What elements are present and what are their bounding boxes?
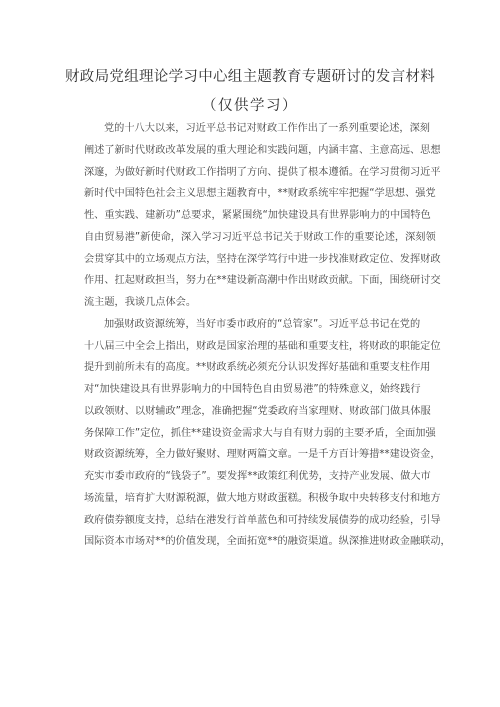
body-line: 场流量，培育扩大财源税源，做大地方财政蛋糕。积极争取中央转移支付和地方 (84, 492, 441, 504)
body-line: 充实市委市政府的“钱袋子”。要发挥**政策红利优势，支持产业发展、做大市 (84, 471, 431, 482)
body-line: 自由贸易港”新使命，深入学习习近平总书记关于财政工作的重要论述，深刻领 (84, 231, 436, 243)
body-line: 务保障工作”定位，抓住**建设资金需求大与自有财力弱的主要矛盾，全面加强 (84, 427, 436, 439)
body-line: 政府债券额度支持，总结在港发行首单蓝色和可持续发展债券的成功经验，引导 (84, 514, 441, 526)
document-subtitle: （仅供学习） (202, 98, 298, 114)
body-line: 十八届三中全会上指出，财政是国家治理的基础和重要支柱，将财政的职能定位 (84, 340, 441, 352)
document-title: 财政局党组理论学习中心组主题教育专题研讨的发言材料 (65, 69, 435, 85)
body-line: 新时代中国特色社会主义思想主题教育中，**财政系统牢牢把握“学思想、强党 (84, 188, 436, 200)
body-line: 对“加快建设具有世界影响力的中国特色自由贸易港”的特殊意义，始终践行 (84, 384, 421, 395)
body-line: 流主题，我谈几点体会。 (84, 297, 197, 308)
body-line: 以政领财、以财辅政”理念，准确把握“党委政府当家理财、财政部门做具体服 (84, 405, 431, 417)
body-line: 党的十八大以来，习近平总书记对财政工作作出了一系列重要论述，深刻 (104, 123, 430, 134)
body-line: 性、重实践、建新功”总要求，紧紧围绕“加快建设具有世界影响力的中国特色 (84, 210, 431, 221)
body-line: 深邃，为做好新时代财政工作指明了方向、提供了根本遵循。在学习贯彻习近平 (84, 166, 441, 178)
body-line: 会贯穿其中的立场观点方法，坚持在深学笃行中进一步找准财政定位、发挥财政 (84, 253, 441, 265)
document-body (84, 118, 451, 553)
body-line: 加强财政资源统筹，当好市委市政府的“总管家”。习近平总书记在党的 (104, 318, 421, 330)
body-line: 阐述了新时代财政改革发展的重大理论和实践问题，内涵丰富、主意高远、思想 (84, 144, 441, 156)
body-line: 提升到前所未有的高度。**财政系统必须充分认识发挥好基础和重要支柱作用 (84, 362, 431, 374)
body-line: 国际资本市场对**的价值发现，全面拓宽**的融资渠道。纵深推进财政金融联动， (84, 536, 451, 548)
body-line: 作用、扛起财政担当，努力在**建设新高潮中作出财政贡献。下面，围绕研讨交 (84, 275, 441, 287)
body-line: 财政资源统筹，全力做好聚财、理财两篇文章。一是千方百计筹措**建设资金， (84, 449, 441, 461)
